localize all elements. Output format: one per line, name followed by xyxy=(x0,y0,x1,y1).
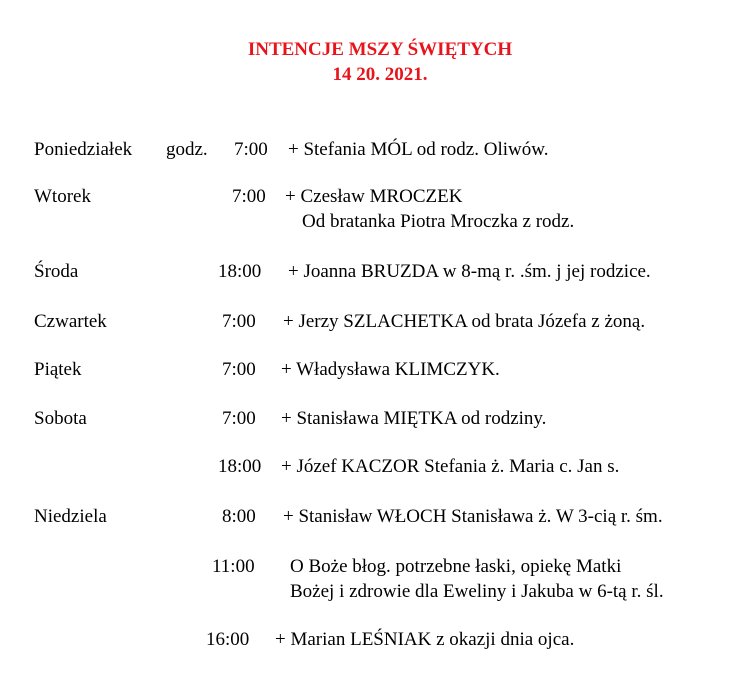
intention-text: + Joanna BRUZDA w 8-mą r. .śm. j jej rodzice. xyxy=(288,261,651,282)
mass-time: 18:00 xyxy=(218,261,262,282)
mass-time: 7:00 xyxy=(232,186,266,207)
day-label: Środa xyxy=(34,261,79,282)
intention-text: + Stefania MÓL od rodz. Oliwów. xyxy=(288,139,549,160)
day-label: Wtorek xyxy=(34,186,91,207)
intention-text: + Józef KACZOR Stefania ż. Maria c. Jan s. xyxy=(281,456,620,477)
intention-text: + Jerzy SZLACHETKA od brata Józefa z żoną. xyxy=(283,311,646,332)
intention-text: + Stanisława MIĘTKA od rodziny. xyxy=(281,408,547,429)
mass-time: 7:00 xyxy=(222,408,256,429)
intention-text: + Czesław MROCZEK xyxy=(285,186,463,207)
mass-time: 8:00 xyxy=(222,506,256,527)
day-label: Piątek xyxy=(34,359,82,380)
intention-text: + Marian LEŚNIAK z okazji dnia ojca. xyxy=(275,629,575,650)
mass-time: 18:00 xyxy=(218,456,262,477)
hour-label: godz. xyxy=(166,139,208,160)
intention-text: O Boże błog. potrzebne łaski, opiekę Matki xyxy=(290,556,622,577)
intention-text: + Władysława KLIMCZYK. xyxy=(281,359,500,380)
date-range: 14 20. 2021. xyxy=(332,64,428,85)
mass-time: 7:00 xyxy=(222,359,256,380)
day-label: Sobota xyxy=(34,408,87,429)
day-label: Poniedziałek xyxy=(34,139,133,160)
page-title: INTENCJE MSZY ŚWIĘTYCH xyxy=(247,39,513,60)
day-label: Niedziela xyxy=(34,506,107,527)
mass-time: 7:00 xyxy=(234,139,268,160)
mass-time: 11:00 xyxy=(212,556,255,577)
intention-text: + Stanisław WŁOCH Stanisława ż. W 3-cią r. śm. xyxy=(283,506,663,527)
day-label: Czwartek xyxy=(34,311,107,332)
mass-time: 7:00 xyxy=(222,311,256,332)
intention-text: Od bratanka Piotra Mroczka z rodz. xyxy=(302,211,575,232)
intention-text: Bożej i zdrowie dla Eweliny i Jakuba w 6-tą r. śl. xyxy=(290,581,664,602)
mass-time: 16:00 xyxy=(206,629,250,650)
